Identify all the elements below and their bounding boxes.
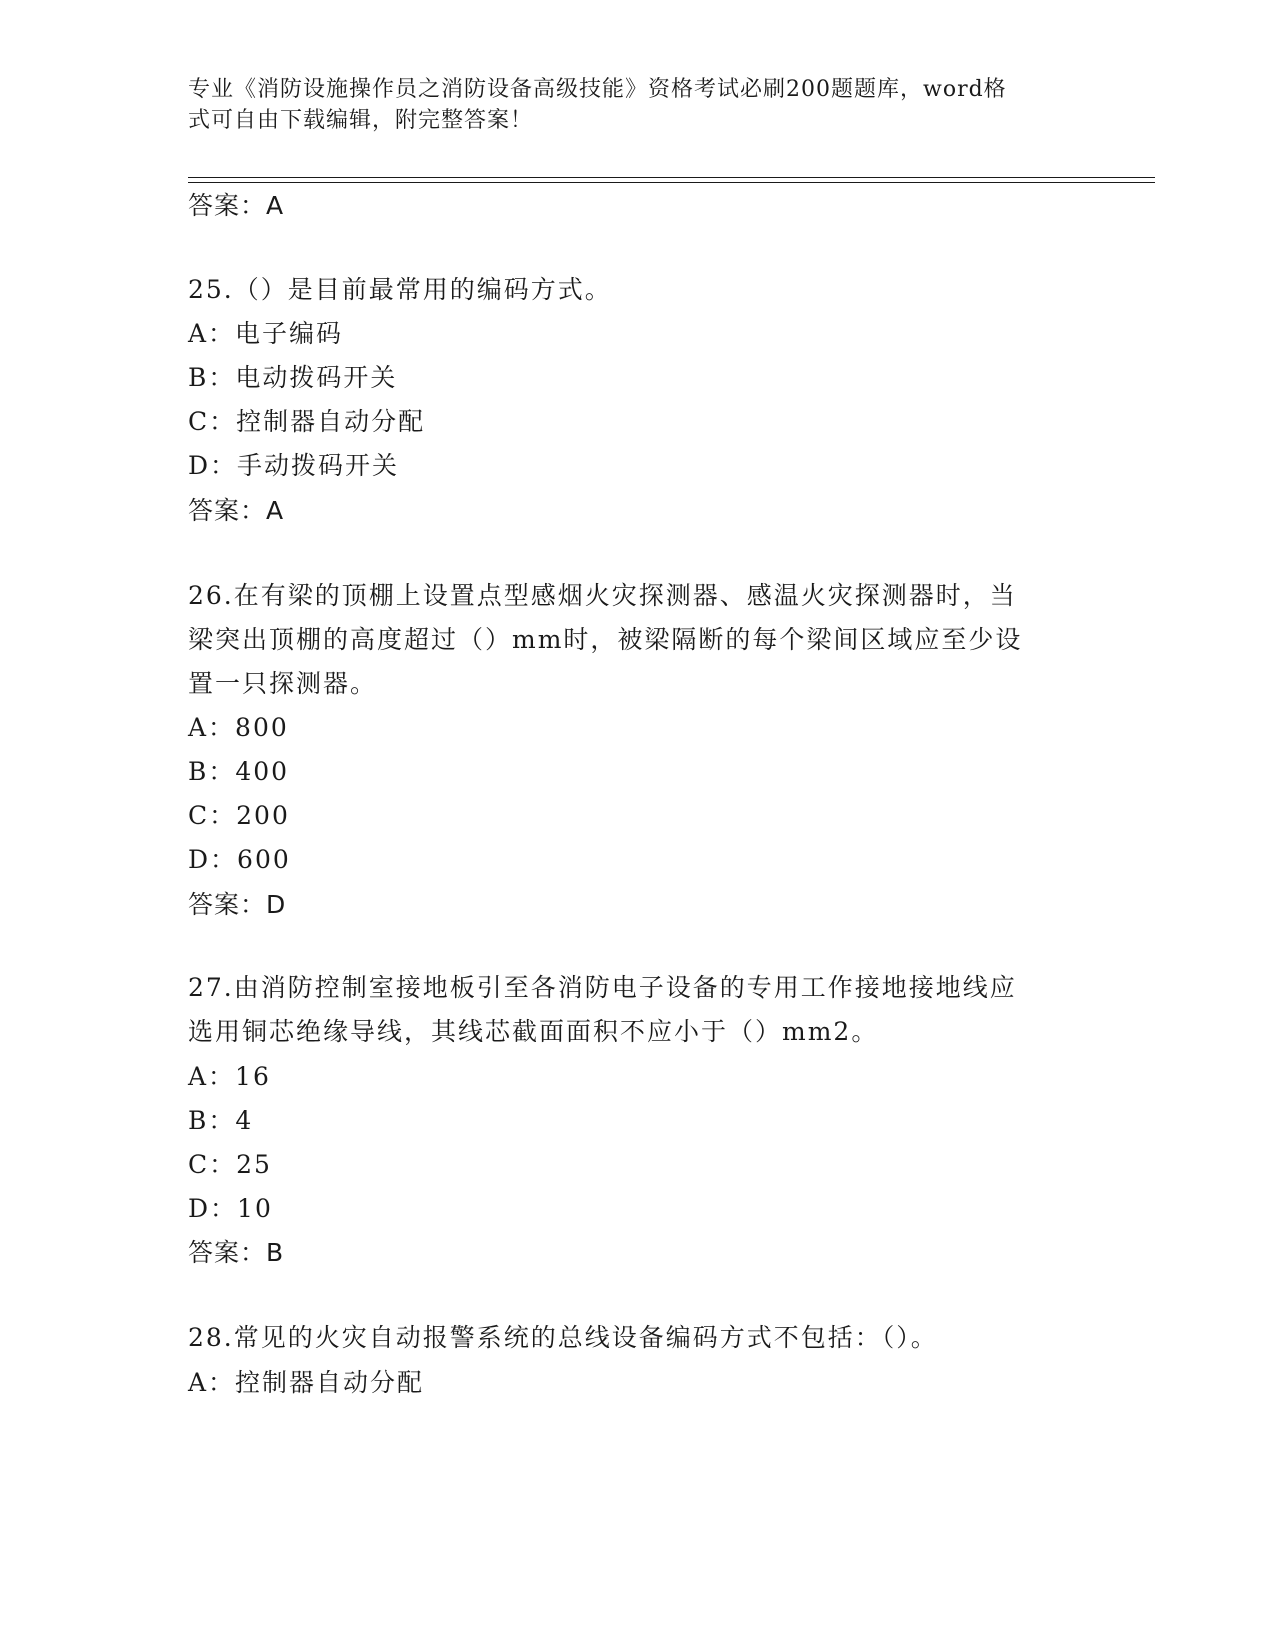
question-26-stem-line-3: 置一只探测器。 (188, 669, 378, 698)
question-25-option-d: D：手动拨码开关 (188, 451, 400, 480)
question-27-option-b: B：4 (188, 1106, 254, 1135)
question-26-option-d: D：600 (188, 845, 291, 874)
question-27-answer: 答案：B (188, 1238, 285, 1267)
question-26-stem-line-2: 梁突出顶棚的高度超过（）mm时，被梁隔断的每个梁间区域应至少设 (188, 625, 1023, 654)
previous-answer: 答案：A (188, 191, 285, 220)
question-26-stem-line-1: 26.在有梁的顶棚上设置点型感烟火灾探测器、感温火灾探测器时，当 (188, 581, 1017, 610)
title-line-2: 式可自由下载编辑，附完整答案！ (188, 108, 534, 133)
question-28-stem: 28.常见的火灾自动报警系统的总线设备编码方式不包括：（）。 (188, 1323, 938, 1352)
question-25-option-c: C：控制器自动分配 (188, 407, 426, 436)
question-25-stem: 25.（）是目前最常用的编码方式。 (188, 275, 612, 304)
question-27-option-d: D：10 (188, 1194, 273, 1223)
question-27-option-c: C：25 (188, 1150, 272, 1179)
question-25-option-b: B：电动拨码开关 (188, 363, 398, 392)
question-28-option-a: A：控制器自动分配 (188, 1368, 425, 1397)
question-25-answer: 答案：A (188, 496, 285, 525)
question-27-stem-line-2: 选用铜芯绝缘导线，其线芯截面面积不应小于（）mm2。 (188, 1017, 879, 1046)
question-27-stem-line-1: 27.由消防控制室接地板引至各消防电子设备的专用工作接地接地线应 (188, 973, 1017, 1002)
header-divider-top (188, 177, 1155, 178)
question-27-option-a: A：16 (188, 1062, 271, 1091)
question-25-option-a: A：电子编码 (188, 319, 344, 348)
header-divider-bottom (188, 182, 1155, 183)
question-26-option-a: A：800 (188, 713, 289, 742)
question-26-option-b: B：400 (188, 757, 290, 786)
title-line-1: 专业《消防设施操作员之消防设备高级技能》资格考试必刷200题题库，word格 (188, 77, 1007, 102)
document-title (188, 74, 1088, 136)
question-26-answer: 答案：D (188, 890, 287, 919)
question-26-option-c: C：200 (188, 801, 290, 830)
